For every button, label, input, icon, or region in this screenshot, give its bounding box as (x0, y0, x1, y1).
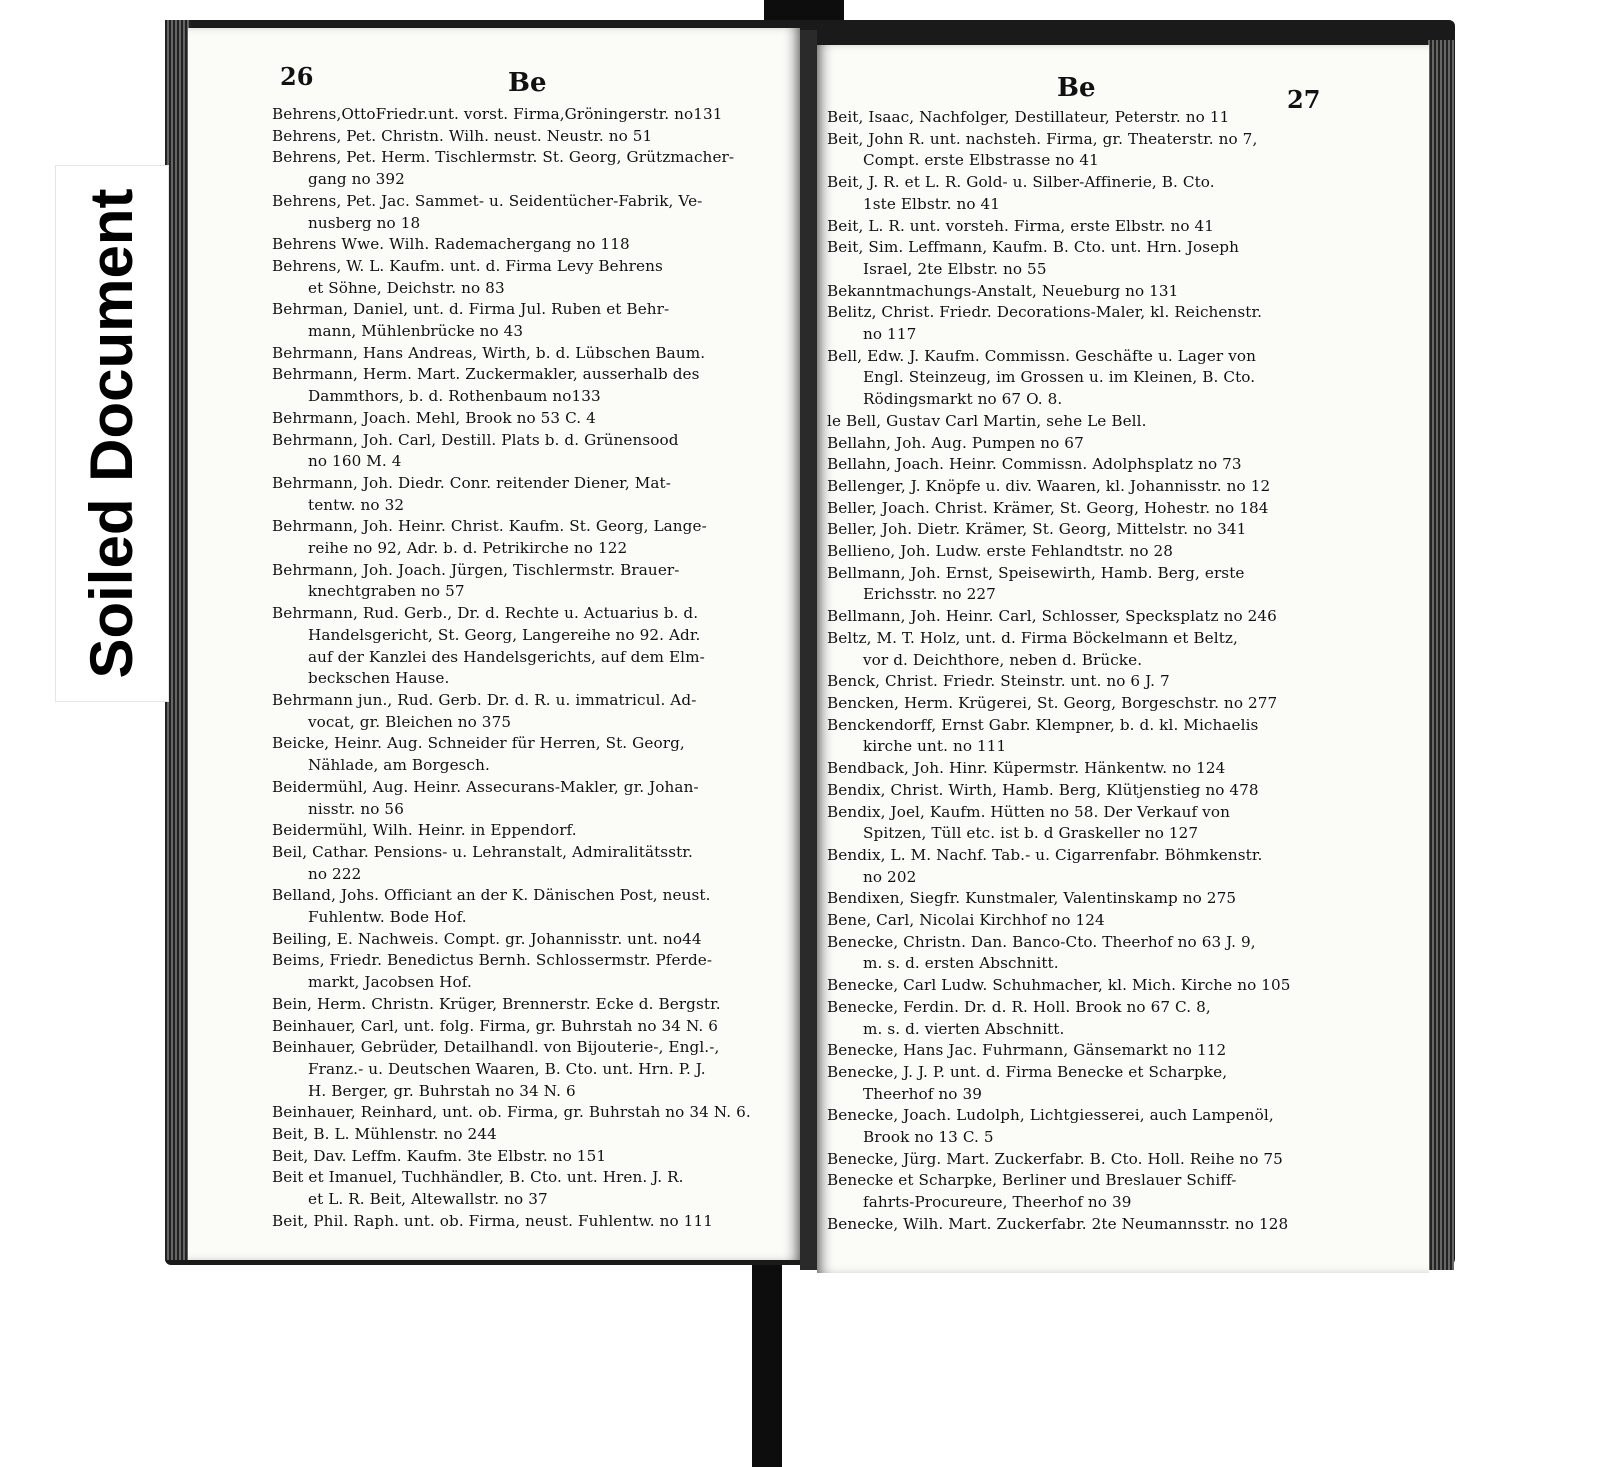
directory-entry (272, 1016, 751, 1038)
directory-entry (272, 1124, 751, 1146)
directory-entry (827, 715, 1291, 758)
directory-entry (827, 888, 1291, 910)
entry-line: Behrmann, Joh. Diedr. Conr. reitender Diener, Mat- (272, 473, 671, 492)
entry-line: Beit, J. R. et L. R. Gold- u. Silber-Affinerie, B. Cto. (827, 173, 1215, 192)
entry-continuation-line: Engl. Steinzeug, im Grossen u. im Kleinen, B. Cto. (863, 368, 1256, 387)
entry-continuation-line: beckschen Hause. (308, 669, 450, 688)
entry-line: Behrens Wwe. Wilh. Rademachergang no 118 (272, 235, 630, 254)
directory-entry (827, 476, 1291, 498)
entry-line: Bellieno, Joh. Ludw. erste Fehlandtstr. no 28 (827, 542, 1174, 561)
right-running-head: Be (1057, 73, 1096, 103)
directory-entry (827, 172, 1291, 215)
entry-continuation-line: Theerhof no 39 (863, 1084, 982, 1103)
directory-entry (272, 1167, 751, 1210)
film-strip-bottom (752, 1255, 782, 1467)
entry-continuation-line: mann, Mühlenbrücke no 43 (308, 322, 524, 341)
entry-line: Belitz, Christ. Friedr. Decorations-Maler, kl. Reichenstr. (827, 303, 1263, 322)
directory-entry (272, 364, 751, 407)
entry-continuation-line: knechtgraben no 57 (308, 582, 465, 601)
directory-entry (272, 733, 751, 776)
entry-continuation-line: Franz.- u. Deutschen Waaren, B. Cto. unt. Hrn. P. J. (308, 1059, 706, 1078)
directory-entry (827, 1105, 1291, 1148)
entry-line: Behrmann, Joh. Joach. Jürgen, Tischlermstr. Brauer- (272, 560, 680, 579)
entry-line: Bene, Carl, Nicolai Kirchhof no 124 (827, 911, 1105, 930)
directory-entry (272, 299, 751, 342)
entry-line: Beicke, Heinr. Aug. Schneider für Herren, St. Georg, (272, 734, 685, 753)
entry-line: Beit, John R. unt. nachsteh. Firma, gr. Theaterstr. no 7, (827, 129, 1258, 148)
entry-line: Behrmann jun., Rud. Gerb. Dr. d. R. u. immatricul. Ad- (272, 690, 697, 709)
directory-entry (827, 1149, 1291, 1171)
entry-continuation-line: et L. R. Beit, Altewallstr. no 37 (308, 1190, 548, 1209)
entry-line: Beit, B. L. Mühlenstr. no 244 (272, 1125, 497, 1144)
directory-entry (272, 473, 751, 516)
directory-entry (272, 690, 751, 733)
directory-entry (827, 346, 1291, 411)
entry-line: Benecke, Wilh. Mart. Zuckerfabr. 2te Neumannsstr. no 128 (827, 1214, 1289, 1233)
entry-line: Beltz, M. T. Holz, unt. d. Firma Böckelmann et Beltz, (827, 628, 1238, 647)
entry-line: Behrmann, Joh. Heinr. Christ. Kaufm. St. Georg, Lange- (272, 517, 707, 536)
entry-line: Beinhauer, Reinhard, unt. ob. Firma, gr. Buhrstah no 34 N. 6. (272, 1103, 751, 1122)
directory-entry (272, 1037, 751, 1102)
directory-entry (827, 780, 1291, 802)
entry-continuation-line: no 202 (863, 867, 917, 886)
entry-line: Beinhauer, Gebrüder, Detailhandl. von Bijouterie-, Engl.-, (272, 1038, 720, 1057)
entry-continuation-line: m. s. d. vierten Abschnitt. (863, 1019, 1065, 1038)
directory-entry (827, 1170, 1291, 1213)
entry-line: Beit, Isaac, Nachfolger, Destillateur, Peterstr. no 11 (827, 108, 1230, 126)
directory-entry (827, 498, 1291, 520)
soiled-document-text: Soiled Document (78, 188, 145, 679)
left-entry-list (272, 104, 751, 1233)
entry-line: Benecke, Christn. Dan. Banco-Cto. Theerhof no 63 J. 9, (827, 932, 1256, 951)
page-edges-right (1428, 40, 1454, 1270)
entry-line: Behrmann, Rud. Gerb., Dr. d. Rechte u. Actuarius b. d. (272, 604, 699, 623)
directory-entry (827, 802, 1291, 845)
entry-line: Behrman, Daniel, unt. d. Firma Jul. Ruben et Behr- (272, 300, 670, 319)
directory-entry (827, 758, 1291, 780)
entry-line: Beller, Joh. Dietr. Krämer, St. Georg, Mittelstr. no 341 (827, 520, 1247, 539)
entry-line: Behrmann, Hans Andreas, Wirth, b. d. Lübschen Baum. (272, 343, 706, 362)
directory-entry (272, 885, 751, 928)
entry-continuation-line: Israel, 2te Elbstr. no 55 (863, 259, 1047, 278)
directory-entry (827, 845, 1291, 888)
directory-entry (272, 516, 751, 559)
entry-continuation-line: Compt. erste Elbstrasse no 41 (863, 151, 1099, 170)
left-page-number: 26 (280, 62, 314, 91)
directory-entry (272, 430, 751, 473)
entry-line: Beiling, E. Nachweis. Compt. gr. Johannisstr. unt. no44 (272, 929, 702, 948)
entry-line: Bellahn, Joach. Heinr. Commissn. Adolphsplatz no 73 (827, 455, 1242, 474)
entry-continuation-line: m. s. d. ersten Abschnitt. (863, 954, 1059, 973)
entry-line: Belland, Johs. Officiant an der K. Dänischen Post, neust. (272, 886, 711, 905)
entry-continuation-line: H. Berger, gr. Buhrstah no 34 N. 6 (308, 1081, 576, 1100)
entry-continuation-line: reihe no 92, Adr. b. d. Petrikirche no 122 (308, 539, 628, 558)
directory-entry (272, 842, 751, 885)
left-page (188, 28, 800, 1260)
directory-entry (827, 541, 1291, 563)
directory-entry (272, 343, 751, 365)
entry-line: Bencken, Herm. Krügerei, St. Georg, Borgeschstr. no 277 (827, 693, 1278, 712)
entry-continuation-line: no 117 (863, 325, 917, 344)
directory-entry (272, 560, 751, 603)
entry-line: Bendback, Joh. Hinr. Küpermstr. Hänkentw. no 124 (827, 759, 1226, 778)
directory-entry (827, 519, 1291, 541)
entry-continuation-line: no 160 M. 4 (308, 452, 402, 471)
entry-continuation-line: vor d. Deichthore, neben d. Brücke. (863, 650, 1143, 669)
entry-line: Behrens, Pet. Christn. Wilh. neust. Neustr. no 51 (272, 126, 653, 145)
entry-line: Benecke, J. J. P. unt. d. Firma Benecke et Scharpke, (827, 1062, 1228, 1081)
directory-entry (827, 107, 1291, 129)
entry-line: Benecke, Joach. Ludolph, Lichtgiesserei, auch Lampenöl, (827, 1106, 1274, 1125)
directory-entry (827, 281, 1291, 303)
entry-continuation-line: 1ste Elbstr. no 41 (863, 194, 1001, 213)
left-running-head: Be (508, 68, 547, 98)
entry-line: le Bell, Gustav Carl Martin, sehe Le Bell. (827, 411, 1147, 430)
directory-entry (272, 1211, 751, 1233)
directory-entry (272, 256, 751, 299)
entry-line: Benckendorff, Ernst Gabr. Klempner, b. d. kl. Michaelis (827, 715, 1259, 734)
entry-line: Bell, Edw. J. Kaufm. Commissn. Geschäfte u. Lager von (827, 346, 1257, 365)
directory-entry (272, 820, 751, 842)
entry-line: Benecke, Jürg. Mart. Zuckerfabr. B. Cto. Holl. Reihe no 75 (827, 1149, 1283, 1168)
entry-line: Bendix, Joel, Kaufm. Hütten no 58. Der Verkauf von (827, 802, 1230, 821)
entry-line: Beinhauer, Carl, unt. folg. Firma, gr. Buhrstah no 34 N. 6 (272, 1016, 719, 1035)
entry-line: Beit, Sim. Leffmann, Kaufm. B. Cto. unt. Hrn. Joseph (827, 238, 1239, 257)
right-page-number: 27 (1287, 85, 1321, 114)
entry-line: Benecke et Scharpke, Berliner und Breslauer Schiff- (827, 1171, 1237, 1190)
entry-continuation-line: Erichsstr. no 227 (863, 585, 996, 604)
entry-line: Bellmann, Joh. Heinr. Carl, Schlosser, Specksplatz no 246 (827, 607, 1277, 626)
book-gutter (800, 30, 817, 1270)
entry-line: Bellmann, Joh. Ernst, Speisewirth, Hamb. Berg, erste (827, 563, 1245, 582)
directory-entry (827, 693, 1291, 715)
directory-entry (827, 1040, 1291, 1062)
right-entry-list (827, 107, 1291, 1236)
entry-line: Beit, Dav. Leffm. Kaufm. 3te Elbstr. no 151 (272, 1146, 607, 1165)
directory-entry (827, 671, 1291, 693)
directory-entry (272, 950, 751, 993)
entry-line: Behrens,OttoFriedr.unt. vorst. Firma,Gröningerstr. no131 (272, 105, 723, 123)
entry-line: Behrens, Pet. Herm. Tischlermstr. St. Georg, Grützmacher- (272, 148, 735, 167)
entry-continuation-line: fahrts-Procureure, Theerhof no 39 (863, 1193, 1132, 1212)
directory-entry (272, 191, 751, 234)
directory-entry (272, 147, 751, 190)
entry-continuation-line: Dammthors, b. d. Rothenbaum no133 (308, 387, 601, 406)
entry-line: Beit, Phil. Raph. unt. ob. Firma, neust. Fuhlentw. no 111 (272, 1211, 713, 1230)
directory-entry (272, 994, 751, 1016)
directory-entry (827, 454, 1291, 476)
directory-entry (827, 1214, 1291, 1236)
entry-line: Bellenger, J. Knöpfe u. div. Waaren, kl. Johannisstr. no 12 (827, 476, 1271, 495)
directory-entry (827, 997, 1291, 1040)
entry-continuation-line: tentw. no 32 (308, 495, 405, 514)
directory-entry (272, 126, 751, 148)
directory-entry (827, 129, 1291, 172)
right-page (817, 45, 1429, 1273)
directory-entry (827, 302, 1291, 345)
entry-line: Behrens, W. L. Kaufm. unt. d. Firma Levy Behrens (272, 256, 663, 275)
entry-line: Beit, L. R. unt. vorsteh. Firma, erste Elbstr. no 41 (827, 216, 1215, 235)
entry-line: Bendix, L. M. Nachf. Tab.- u. Cigarrenfabr. Böhmkenstr. (827, 845, 1263, 864)
entry-line: Bein, Herm. Christn. Krüger, Brennerstr. Ecke d. Bergstr. (272, 994, 721, 1013)
entry-continuation-line: et Söhne, Deichstr. no 83 (308, 278, 505, 297)
entry-continuation-line: nusberg no 18 (308, 213, 421, 232)
entry-line: Beidermühl, Aug. Heinr. Assecurans-Makler, gr. Johan- (272, 777, 699, 796)
entry-continuation-line: Handelsgericht, St. Georg, Langereihe no 92. Adr. (308, 625, 701, 644)
directory-entry (827, 563, 1291, 606)
directory-entry (272, 408, 751, 430)
entry-line: Beil, Cathar. Pensions- u. Lehranstalt, Admiralitätsstr. (272, 842, 693, 861)
directory-entry (272, 234, 751, 256)
entry-line: Bellahn, Joh. Aug. Pumpen no 67 (827, 433, 1084, 452)
directory-entry (827, 1062, 1291, 1105)
entry-line: Benck, Christ. Friedr. Steinstr. unt. no 6 J. 7 (827, 672, 1170, 691)
directory-entry (272, 1102, 751, 1124)
soiled-document-label (55, 165, 169, 702)
directory-entry (827, 411, 1291, 433)
directory-entry (272, 104, 751, 126)
directory-entry (272, 777, 751, 820)
entry-line: Bekanntmachungs-Anstalt, Neueburg no 131 (827, 281, 1179, 300)
entry-line: Behrens, Pet. Jac. Sammet- u. Seidentücher-Fabrik, Ve- (272, 191, 703, 210)
entry-line: Beidermühl, Wilh. Heinr. in Eppendorf. (272, 821, 577, 840)
entry-continuation-line: nisstr. no 56 (308, 799, 404, 818)
entry-continuation-line: Nählade, am Borgesch. (308, 756, 490, 775)
directory-entry (272, 929, 751, 951)
entry-line: Behrmann, Joach. Mehl, Brook no 53 C. 4 (272, 408, 596, 427)
directory-entry (827, 975, 1291, 997)
entry-line: Bendix, Christ. Wirth, Hamb. Berg, Klütjenstieg no 478 (827, 780, 1259, 799)
entry-continuation-line: Brook no 13 C. 5 (863, 1128, 994, 1147)
entry-continuation-line: Fuhlentw. Bode Hof. (308, 908, 467, 927)
directory-entry (827, 910, 1291, 932)
entry-continuation-line: auf der Kanzlei des Handelsgerichts, auf dem Elm- (308, 647, 705, 666)
directory-entry (272, 603, 751, 690)
entry-line: Behrmann, Joh. Carl, Destill. Plats b. d. Grünensood (272, 430, 679, 449)
directory-entry (827, 628, 1291, 671)
entry-continuation-line: no 222 (308, 864, 362, 883)
directory-entry (827, 433, 1291, 455)
entry-continuation-line: vocat, gr. Bleichen no 375 (308, 712, 512, 731)
entry-continuation-line: kirche unt. no 111 (863, 737, 1007, 756)
entry-line: Benecke, Ferdin. Dr. d. R. Holl. Brook no 67 C. 8, (827, 997, 1211, 1016)
entry-line: Beller, Joach. Christ. Krämer, St. Georg, Hohestr. no 184 (827, 498, 1269, 517)
entry-continuation-line: gang no 392 (308, 170, 405, 189)
directory-entry (272, 1146, 751, 1168)
entry-continuation-line: markt, Jacobsen Hof. (308, 973, 472, 992)
directory-entry (827, 237, 1291, 280)
entry-line: Beit et Imanuel, Tuchhändler, B. Cto. unt. Hren. J. R. (272, 1168, 684, 1187)
directory-entry (827, 606, 1291, 628)
directory-entry (827, 216, 1291, 238)
entry-line: Beims, Friedr. Benedictus Bernh. Schlossermstr. Pferde- (272, 951, 713, 970)
entry-line: Benecke, Carl Ludw. Schuhmacher, kl. Mich. Kirche no 105 (827, 976, 1291, 995)
directory-entry (827, 932, 1291, 975)
entry-continuation-line: Rödingsmarkt no 67 O. 8. (863, 390, 1063, 409)
entry-line: Benecke, Hans Jac. Fuhrmann, Gänsemarkt no 112 (827, 1041, 1227, 1060)
entry-line: Bendixen, Siegfr. Kunstmaler, Valentinskamp no 275 (827, 889, 1237, 908)
entry-line: Behrmann, Herm. Mart. Zuckermakler, ausserhalb des (272, 365, 700, 384)
entry-continuation-line: Spitzen, Tüll etc. ist b. d Graskeller no 127 (863, 824, 1199, 843)
